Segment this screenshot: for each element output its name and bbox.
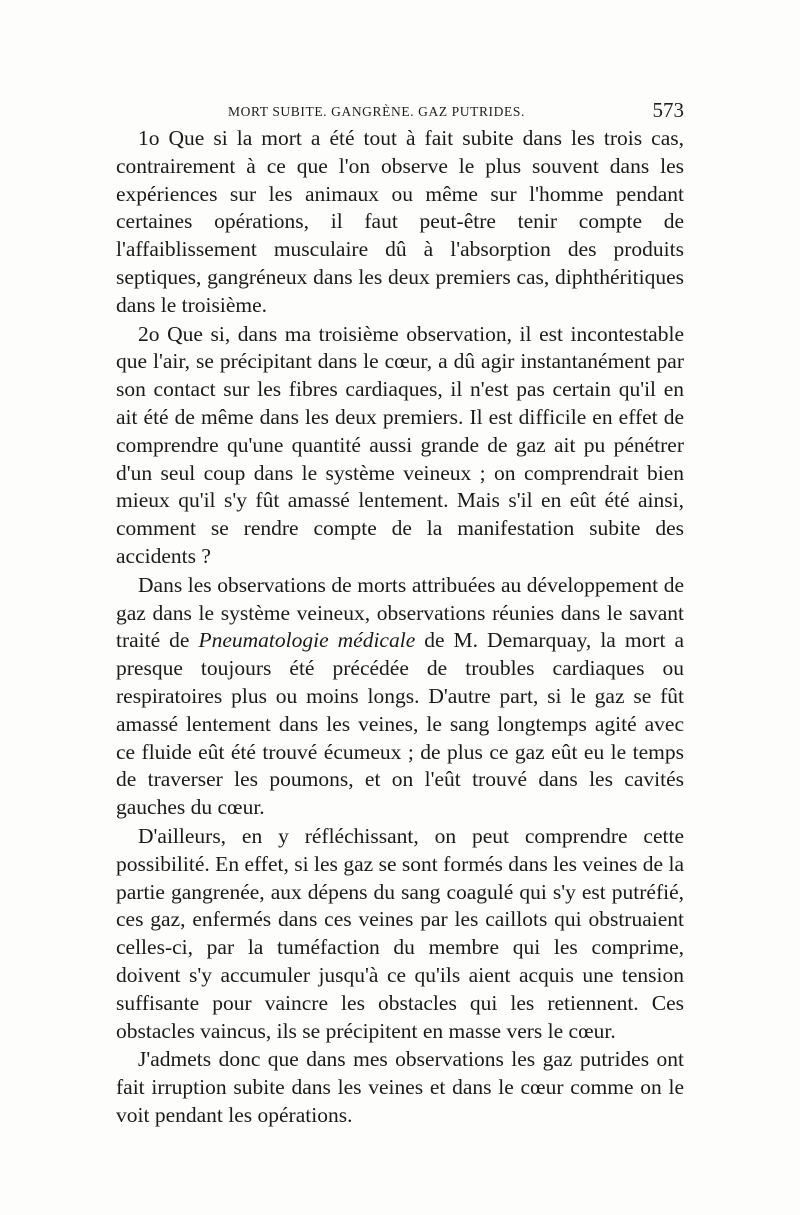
- paragraph-conclusion: J'admets donc que dans mes observations les gaz putrides ont fait irruption subite dans les veines et dans le cœur comme on le voit pendant les opérations.: [116, 1047, 684, 1127]
- paragraph-observations: [116, 572, 684, 822]
- book-title-italic: Pneumatologie médicale: [198, 628, 416, 653]
- paragraph-observations-text-before: Dans les observations de morts attribuées au développement de gaz dans le système veineux, observations réunies dans le savant traité de: [116, 572, 684, 653]
- paragraph-point-1: 1o Que si la mort a été tout à fait subite dans les trois cas, contrairement à ce que l'on observe le plus souvent dans les expériences sur les animaux ou même sur l'homme pendant certaines opérations, il faut peut-être tenir compte de l'affaiblissement musculaire dû à l'absorption des produits septiques, gangréneux dans les deux premiers cas, diphthéritiques dans le troisième.: [116, 126, 684, 317]
- page-body: [116, 125, 684, 1130]
- paragraph-reflection: D'ailleurs, en y réfléchissant, on peut comprendre cette possibilité. En effet, si les gaz se sont formés dans les veines de la partie gangrenée, aux dépens du sang coagulé qui s'y est putréfié, ces gaz, enfermés dans ces veines par les caillots qui obstruaient celles-ci, par la tuméfaction du membre qui les comprime, doivent s'y accumuler jusqu'à ce qu'ils aient acquis une tension suffisante pour vaincre les obstacles qui les retiennent. Ces obstacles vaincus, ils se précipitent en masse vers le cœur.: [116, 823, 684, 1043]
- page-number: 573: [652, 98, 684, 122]
- running-head: [116, 98, 684, 128]
- paragraph-observations-text-after: de M. Demarquay, la mort a presque toujours été précédée de troubles cardiaques ou respiratoires plus ou moins longs. D'autre part, si le gaz se fût amassé lentement dans les veines, le sang longtemps agité avec ce fluide eût été trouvé écumeux ; de plus ce gaz eût eu le temps de traverser les poumons, et on l'eût trouvé dans les cavités gauches du cœur.: [116, 628, 684, 820]
- running-title: MORT SUBITE. GANGRÈNE. GAZ PUTRIDES.: [228, 104, 525, 119]
- paragraph-point-2: 2o Que si, dans ma troisième observation, il est incontestable que l'air, se précipitant dans le cœur, a dû agir instantanément par son contact sur les fibres cardiaques, il n'est pas certain qu'il en ait été de même dans les deux premiers. Il est difficile en effet de comprendre qu'une quantité aussi grande de gaz ait pu pénétrer d'un seul coup dans le système veineux ; on comprendrait bien mieux qu'il s'y fût amassé lentement. Mais s'il en eût été ainsi, comment se rendre compte de la manifestation subite des accidents ?: [116, 321, 684, 568]
